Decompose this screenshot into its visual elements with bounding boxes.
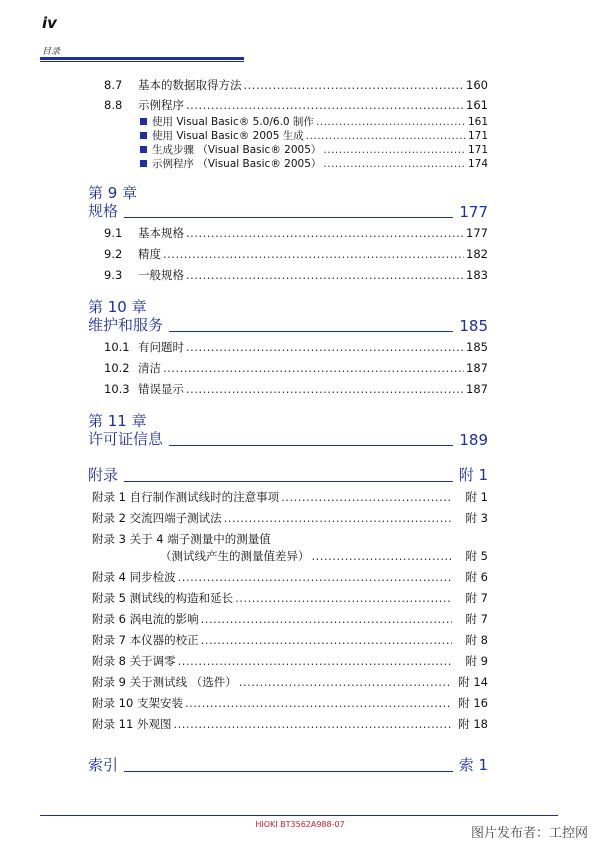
chapter-rule: [169, 331, 453, 332]
entry-label: 基本的数据取得方法: [138, 78, 242, 92]
chapter-10-heading[interactable]: [88, 314, 488, 335]
leader-dots: [178, 654, 452, 668]
leader-dots: [224, 511, 452, 525]
chapter-9-heading[interactable]: [88, 200, 488, 221]
appendix-item[interactable]: [92, 590, 488, 606]
appendix-label: 附录 11 外观图: [92, 717, 172, 731]
toc-subentry[interactable]: [140, 114, 488, 129]
entry-number: 8.8: [104, 98, 123, 112]
leader-dots: [185, 696, 452, 710]
toc-entry-10-1[interactable]: [104, 339, 488, 355]
appendix-item[interactable]: [92, 716, 488, 732]
toc-entry-9-3[interactable]: [104, 267, 488, 283]
leader-dots: [186, 98, 464, 112]
leader-dots: [173, 717, 452, 731]
chapter-page: 185: [459, 317, 488, 335]
entry-page: 160: [466, 78, 488, 92]
leader-dots: [186, 226, 464, 240]
chapter-title: 许可证信息: [88, 430, 164, 448]
appendix-item[interactable]: [92, 611, 488, 627]
bullet-square-icon: [140, 118, 147, 125]
header-rule-thin: [40, 61, 244, 62]
leader-dots: [235, 591, 452, 605]
toc-subentry[interactable]: [140, 142, 488, 157]
watermark: 图片发布者：工控网: [470, 826, 588, 841]
appendix-label: 附录 8 关于调零: [92, 654, 176, 668]
appendix-page: 附 1: [458, 466, 488, 484]
entry-page: 185: [466, 340, 488, 354]
leader-dots: [323, 144, 466, 156]
index-rule: [124, 771, 453, 772]
leader-dots: [239, 675, 452, 689]
entry-page: 183: [466, 268, 488, 282]
entry-page: 182: [466, 247, 488, 261]
leader-dots: [186, 268, 464, 282]
toc-entry-9-2[interactable]: [104, 246, 488, 262]
entry-page: 161: [466, 98, 488, 112]
subentry-label: 使用 Visual Basic® 2005 生成: [152, 130, 304, 142]
subentry-label: 使用 Visual Basic® 5.0/6.0 制作: [152, 116, 314, 128]
appendix-heading[interactable]: [88, 464, 488, 485]
appendix-page: 附 3: [465, 511, 488, 525]
appendix-item[interactable]: [92, 489, 488, 505]
appendix-label: 附录 5 测试线的构造和延长: [92, 591, 234, 605]
leader-dots: [186, 340, 464, 354]
entry-number: 10.1: [104, 340, 130, 354]
appendix-page: 附 16: [458, 696, 488, 710]
appendix-item[interactable]: [92, 569, 488, 585]
appendix-page: 附 7: [465, 591, 488, 605]
footer-document-code: HIOKI BT3562A988-07: [255, 820, 345, 829]
subentry-page: 171: [467, 144, 488, 156]
appendix-page: 附 7: [465, 612, 488, 626]
entry-label: 基本规格: [138, 226, 184, 240]
leader-dots: [201, 612, 452, 626]
leader-dots: [163, 247, 464, 261]
appendix-page: 附 8: [465, 633, 488, 647]
entry-label: 精度: [138, 247, 161, 261]
appendix-label: 附录 3 关于 4 端子测量中的测量值: [92, 532, 271, 546]
chapter-10-number: 第 10 章: [88, 298, 147, 316]
chapter-page: 177: [459, 203, 488, 221]
entry-number: 8.7: [104, 78, 123, 92]
index-heading[interactable]: [88, 754, 488, 775]
leader-dots: [281, 490, 452, 504]
appendix-item[interactable]: [92, 531, 488, 547]
footer-rule: [40, 815, 558, 816]
appendix-rule: [124, 481, 453, 482]
appendix-label: 附录 7 本仪器的校正: [92, 633, 199, 647]
appendix-label: 附录 9 关于测试线 （选件）: [92, 675, 237, 689]
header-rule: [40, 57, 244, 60]
bullet-square-icon: [140, 132, 147, 139]
entry-number: 9.1: [104, 226, 123, 240]
entry-label: 示例程序: [138, 98, 184, 112]
entry-number: 9.3: [104, 268, 123, 282]
appendix-page: 附 18: [458, 717, 488, 731]
leader-dots: [244, 78, 465, 92]
appendix-item[interactable]: [92, 510, 488, 526]
chapter-page: 189: [459, 431, 488, 449]
chapter-title: 规格: [88, 202, 119, 220]
chapter-rule: [169, 445, 453, 446]
appendix-item-continued[interactable]: [160, 548, 488, 564]
appendix-label: 附录 10 支架安装: [92, 696, 183, 710]
appendix-page: 附 9: [465, 654, 488, 668]
entry-page: 177: [466, 226, 488, 240]
entry-page: 187: [466, 382, 488, 396]
appendix-label: 附录 6 涡电流的影响: [92, 612, 199, 626]
entry-page: 187: [466, 361, 488, 375]
appendix-item[interactable]: [92, 674, 488, 690]
chapter-11-number: 第 11 章: [88, 412, 147, 430]
subentry-page: 174: [467, 158, 488, 170]
entry-label: 错误显示: [138, 382, 184, 396]
entry-number: 9.2: [104, 247, 123, 261]
toc-entry-8-8[interactable]: [104, 97, 488, 113]
appendix-item[interactable]: [92, 695, 488, 711]
index-title: 索引: [88, 756, 119, 774]
entry-label: 清洁: [138, 361, 161, 375]
entry-label: 一般规格: [138, 268, 184, 282]
toc-subentry[interactable]: [140, 128, 488, 143]
page-number: iv: [42, 14, 57, 32]
appendix-label: 附录 1 自行制作测试线时的注意事项: [92, 490, 280, 504]
leader-dots: [186, 382, 464, 396]
subentry-page: 171: [467, 130, 488, 142]
leader-dots: [316, 116, 466, 128]
chapter-rule: [124, 217, 453, 218]
appendix-page: 附 5: [465, 549, 488, 563]
toc-entry-8-7[interactable]: [104, 77, 488, 93]
appendix-label: 附录 4 同步检波: [92, 570, 176, 584]
leader-dots: [201, 633, 452, 647]
chapter-title: 维护和服务: [88, 316, 164, 334]
entry-number: 10.2: [104, 361, 130, 375]
appendix-page: 附 6: [465, 570, 488, 584]
bullet-square-icon: [140, 146, 147, 153]
toc-entry-9-1[interactable]: [104, 225, 488, 241]
section-title: 目录: [42, 47, 61, 57]
appendix-label: （测试线产生的测量值差异）: [160, 549, 310, 563]
appendix-title: 附录: [88, 466, 119, 484]
appendix-page: 附 1: [465, 490, 488, 504]
leader-dots: [178, 570, 452, 584]
subentry-page: 161: [467, 116, 488, 128]
leader-dots: [312, 549, 453, 563]
entry-label: 有问题时: [138, 340, 184, 354]
appendix-item[interactable]: [92, 632, 488, 648]
appendix-label: 附录 2 交流四端子测试法: [92, 511, 222, 525]
bullet-square-icon: [140, 160, 147, 167]
leader-dots: [163, 361, 464, 375]
subentry-label: 生成步骤 （Visual Basic® 2005）: [152, 144, 322, 156]
chapter-9-number: 第 9 章: [88, 184, 138, 202]
toc-entry-10-2[interactable]: [104, 360, 488, 376]
chapter-11-heading[interactable]: [88, 428, 488, 449]
index-page: 索 1: [458, 756, 488, 774]
subentry-label: 示例程序 （Visual Basic® 2005）: [152, 158, 322, 170]
appendix-page: 附 14: [458, 675, 488, 689]
toc-entry-10-3[interactable]: [104, 381, 488, 397]
entry-number: 10.3: [104, 382, 130, 396]
leader-dots: [323, 158, 466, 170]
toc-subentry[interactable]: [140, 156, 488, 171]
leader-dots: [306, 130, 466, 142]
appendix-item[interactable]: [92, 653, 488, 669]
